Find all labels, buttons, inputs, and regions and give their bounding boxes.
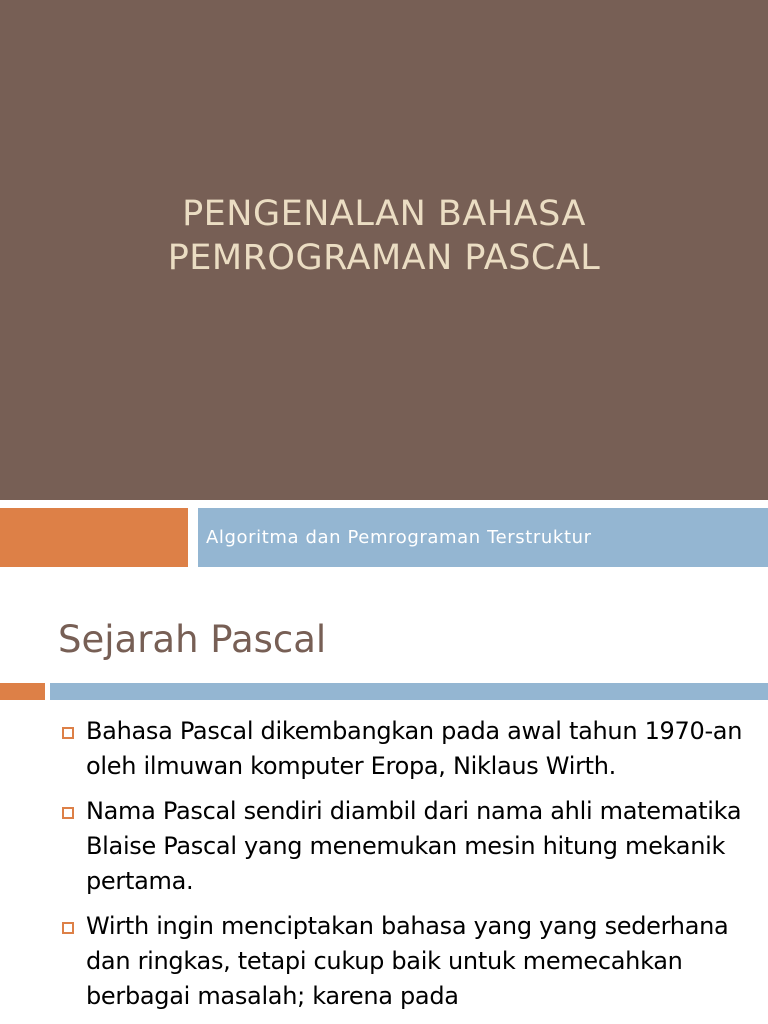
slide-title-line-1: PENGENALAN BAHASA xyxy=(182,194,586,234)
hollow-square-bullet-icon xyxy=(62,922,74,934)
content-heading: Sejarah Pascal xyxy=(58,618,327,661)
heading-rule-blue xyxy=(50,683,768,700)
bullet-item xyxy=(62,794,752,899)
bullet-text: Bahasa Pascal dikembangkan pada awal tahun 1970-an oleh ilmuwan komputer Eropa, Niklaus Wirth. xyxy=(86,717,743,780)
hollow-square-bullet-icon xyxy=(62,807,74,819)
bullet-text: Wirth ingin menciptakan bahasa yang yang sederhana dan ringkas, tetapi cukup baik untuk memecahkan berbagai masalah; karena pada xyxy=(86,912,729,1010)
subtitle-accent-orange xyxy=(0,508,188,567)
bullet-text: Nama Pascal sendiri diambil dari nama ahli matematika Blaise Pascal yang menemukan mesin hitung mekanik pertama. xyxy=(86,797,742,895)
content-slide xyxy=(0,567,768,1024)
subtitle-band xyxy=(198,508,768,567)
hollow-square-bullet-icon xyxy=(62,727,74,739)
slide-title-line-2: PEMROGRAMAN PASCAL xyxy=(167,238,601,278)
bullet-item xyxy=(62,909,752,1014)
title-slide xyxy=(0,0,768,500)
slide-subtitle: Algoritma dan Pemrograman Terstruktur xyxy=(206,527,592,548)
slide-title xyxy=(0,192,768,280)
bullet-item xyxy=(62,714,752,784)
heading-rule-orange xyxy=(0,683,45,700)
bullet-list xyxy=(62,714,752,1024)
